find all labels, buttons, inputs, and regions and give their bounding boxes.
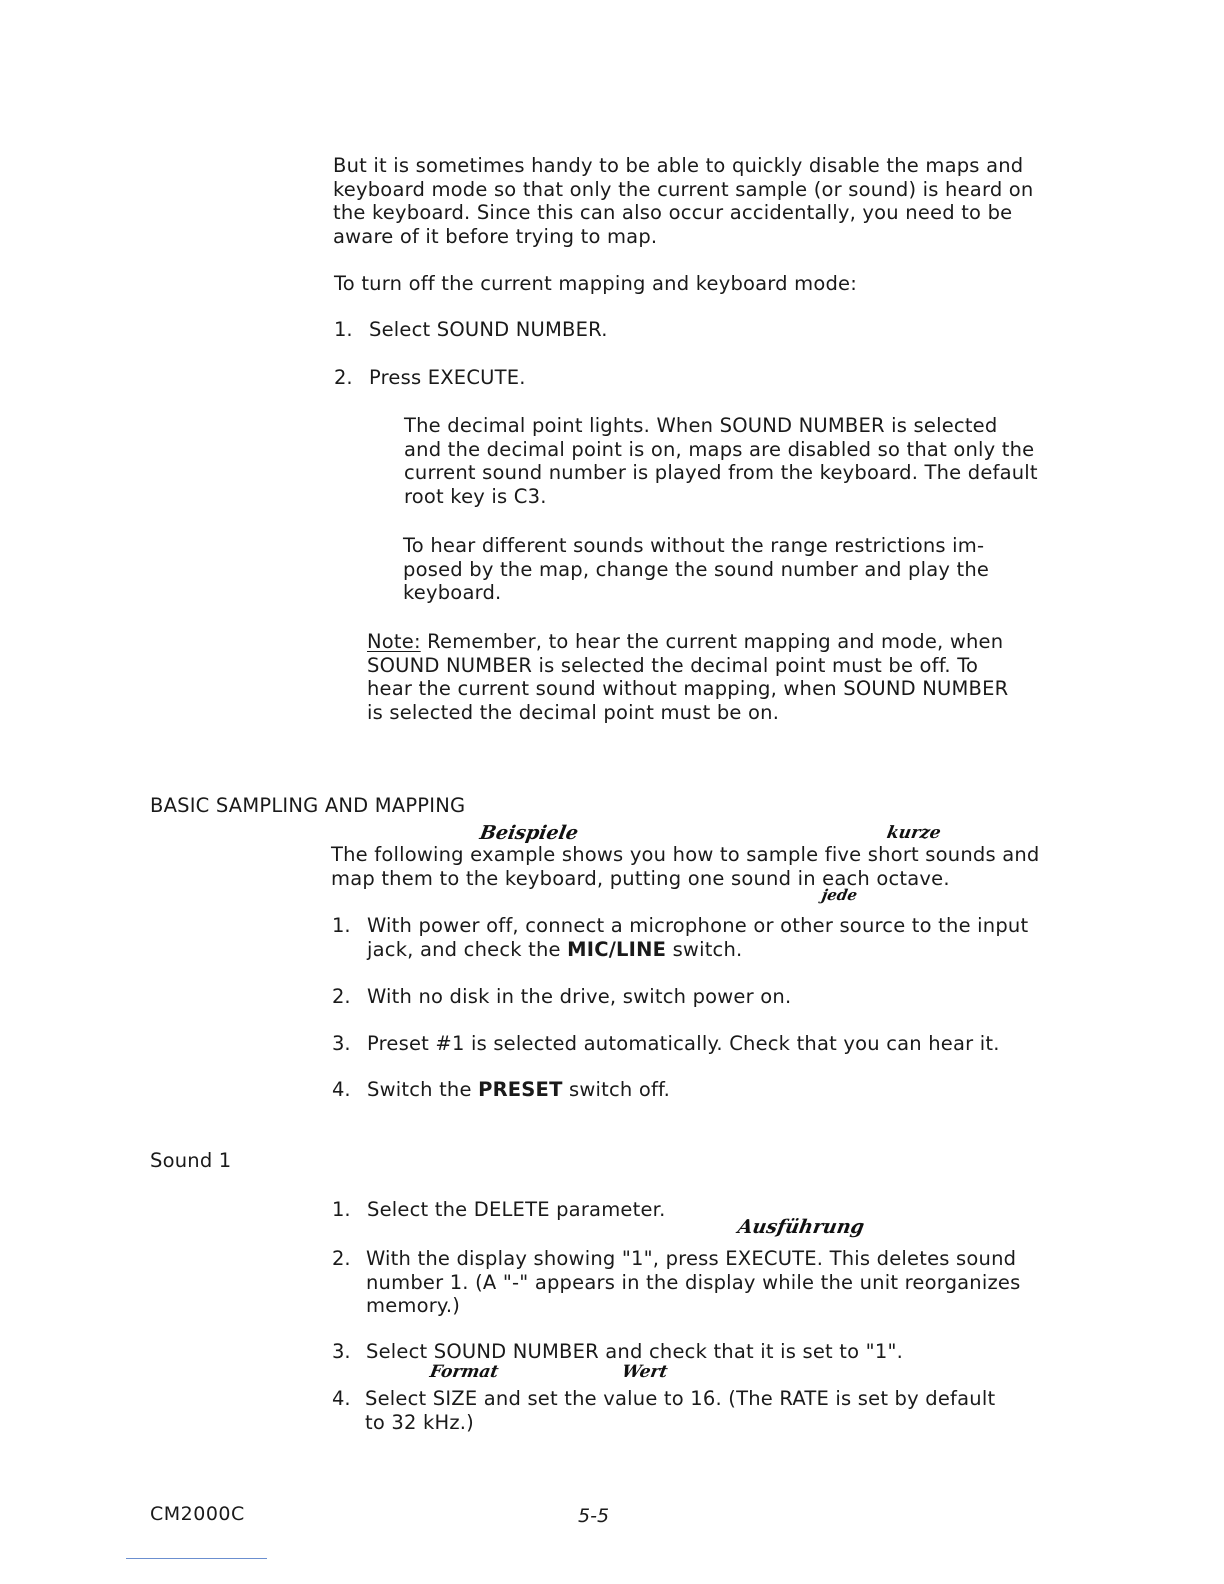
text-fragment: switch off. — [562, 1078, 671, 1101]
step-text: Preset #1 is selected automatically. Check that you can hear it. — [367, 1032, 1000, 1055]
step-number: 1. — [332, 914, 351, 937]
text-line: To hear different sounds without the range restrictions im- — [403, 534, 985, 557]
text-line: memory.) — [366, 1294, 461, 1317]
note-label: Note: — [367, 630, 421, 653]
note-text: Remember, to hear the current mapping and mode, when — [420, 630, 1004, 653]
step-number: 4. — [332, 1078, 351, 1101]
text-line: keyboard. — [403, 581, 502, 604]
intro-paragraph — [333, 154, 1060, 248]
text-line: hear the current sound without mapping, when SOUND NUMBER — [367, 677, 1009, 700]
handwritten-annotation: Ausführung — [736, 1216, 866, 1238]
text-line: The following example shows you how to sample five short sounds and — [331, 843, 1040, 866]
footer-divider — [126, 1558, 267, 1559]
step-number: 1. — [334, 318, 353, 341]
text-line: number 1. (A "-" appears in the display while the unit reorganizes — [366, 1270, 1021, 1294]
step-text: With no disk in the drive, switch power on. — [367, 985, 792, 1008]
text-line: map them to the keyboard, putting one sound in each octave. — [331, 866, 950, 890]
text-line: keyboard mode so that only the current sample (or sound) is heard on — [333, 177, 1034, 201]
text-line: and the decimal point is on, maps are disabled so that only the — [404, 437, 1035, 461]
text-line: posed by the map, change the sound number and play the — [403, 557, 990, 581]
handwritten-annotation: Format — [428, 1362, 501, 1382]
step-number: 1. — [332, 1198, 351, 1221]
text-fragment: switch. — [666, 937, 743, 961]
text-line: the keyboard. Since this can also occur accidentally, you need to be — [333, 201, 1013, 224]
footer-model: CM2000C — [150, 1503, 245, 1525]
section-heading: BASIC SAMPLING AND MAPPING — [150, 794, 466, 817]
step-text — [366, 1340, 1057, 1364]
hear-sounds-paragraph — [403, 534, 1058, 605]
handwritten-annotation: kurze — [885, 823, 943, 843]
step-number: 3. — [332, 1340, 351, 1363]
text-fragment: Switch the — [367, 1078, 479, 1101]
text-line: Select SOUND NUMBER and check that it is set to "1". — [366, 1340, 904, 1363]
step-number: 2. — [334, 366, 353, 389]
example-paragraph — [331, 843, 1056, 890]
text-line: Select SIZE and set the value to 16. (The RATE is set by default — [365, 1387, 996, 1410]
sound1-heading: Sound 1 — [150, 1149, 232, 1172]
handwritten-annotation: jede — [820, 886, 859, 904]
step-text — [365, 1387, 1057, 1434]
text-line: is selected the decimal point must be on. — [367, 700, 780, 724]
step-text — [367, 1078, 1047, 1102]
text-line: But it is sometimes handy to be able to quickly disable the maps and — [333, 154, 1024, 177]
text-line: root key is C3. — [404, 484, 547, 508]
step-number: 4. — [332, 1387, 351, 1410]
text-line: The decimal point lights. When SOUND NUMBER is selected — [404, 414, 998, 437]
handwritten-annotation: Beispiele — [478, 822, 580, 844]
step-text: Press EXECUTE. — [369, 366, 526, 389]
switch-name: MIC/LINE — [567, 937, 667, 961]
text-line: Select the DELETE parameter. — [367, 1198, 666, 1221]
step-text: Select SOUND NUMBER. — [369, 318, 608, 341]
decimal-point-paragraph — [404, 414, 1058, 508]
text-line: to 32 kHz.) — [365, 1410, 474, 1434]
text-line — [367, 938, 1057, 962]
handwritten-annotation: Wert — [620, 1362, 670, 1382]
page-number: 5-5 — [578, 1505, 610, 1527]
text-line: With the display showing "1", press EXECUTE. This deletes sound — [366, 1247, 1017, 1270]
step-text — [366, 1247, 1057, 1318]
turn-off-intro: To turn off the current mapping and keyboard mode: — [334, 272, 858, 295]
text-line: current sound number is played from the keyboard. The default — [404, 461, 1038, 484]
text-fragment: jack, and check the — [367, 937, 568, 961]
step-text — [367, 1198, 1057, 1222]
step-number: 2. — [332, 1247, 351, 1270]
step-number: 3. — [332, 1032, 351, 1055]
text-line: With power off, connect a microphone or other source to the input — [367, 914, 1029, 937]
note-paragraph — [367, 630, 1058, 724]
text-line: SOUND NUMBER is selected the decimal point must be off. To — [367, 653, 979, 677]
switch-name: PRESET — [478, 1078, 563, 1101]
text-line: aware of it before trying to map. — [333, 224, 658, 248]
note-first-line — [367, 630, 1058, 654]
step-text — [367, 914, 1057, 961]
step-number: 2. — [332, 985, 351, 1008]
